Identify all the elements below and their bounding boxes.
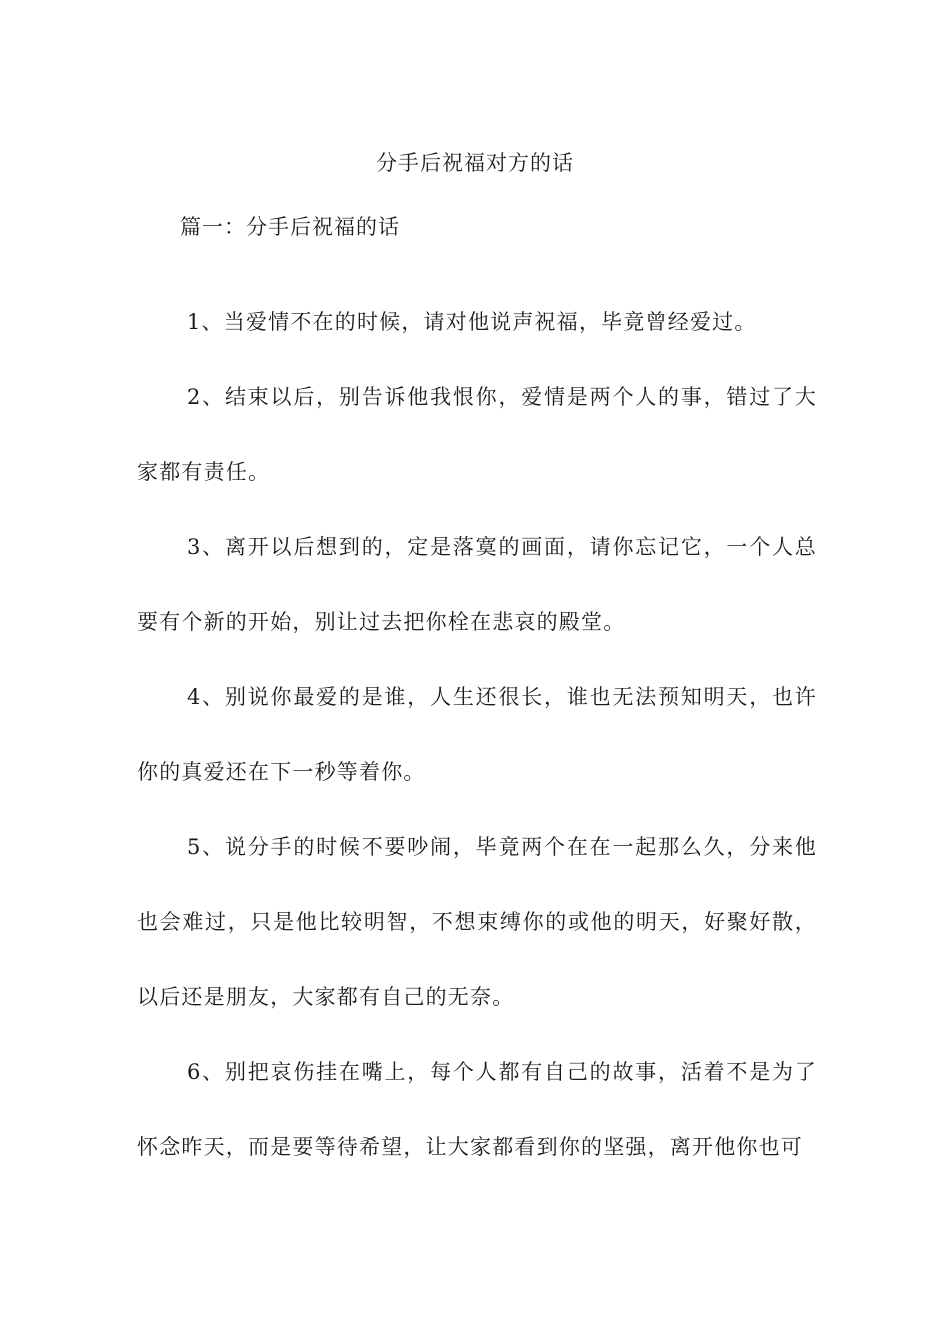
- section-heading: 篇一：分手后祝福的话: [180, 215, 400, 239]
- paragraph-2: 2、结束以后，别告诉他我恨你，爱情是两个人的事，错过了大家都有责任。: [137, 385, 817, 484]
- paragraph-5: 5、说分手的时候不要吵闹，毕竟两个在在一起那么久，分来他也会难过，只是他比较明智，不想束缚你的或他的明天，好聚好散，以后还是朋友，大家都有自己的无奈。: [137, 835, 817, 1009]
- document-title: 分手后祝福对方的话: [376, 151, 574, 175]
- paragraph-3: 3、离开以后想到的，定是落寞的画面，请你忘记它，一个人总要有个新的开始，别让过去把你栓在悲哀的殿堂。: [137, 535, 817, 634]
- document-body: [137, 285, 817, 1185]
- paragraph-4: 4、别说你最爱的是谁，人生还很长，谁也无法预知明天，也许你的真爱还在下一秒等着你。: [137, 685, 817, 784]
- paragraph-1: 1、当爱情不在的时候，请对他说声祝福，毕竟曾经爱过。: [187, 310, 757, 334]
- paragraph-6: 6、别把哀伤挂在嘴上，每个人都有自己的故事，活着不是为了怀念昨天，而是要等待希望，让大家都看到你的坚强，离开他你也可: [137, 1060, 817, 1159]
